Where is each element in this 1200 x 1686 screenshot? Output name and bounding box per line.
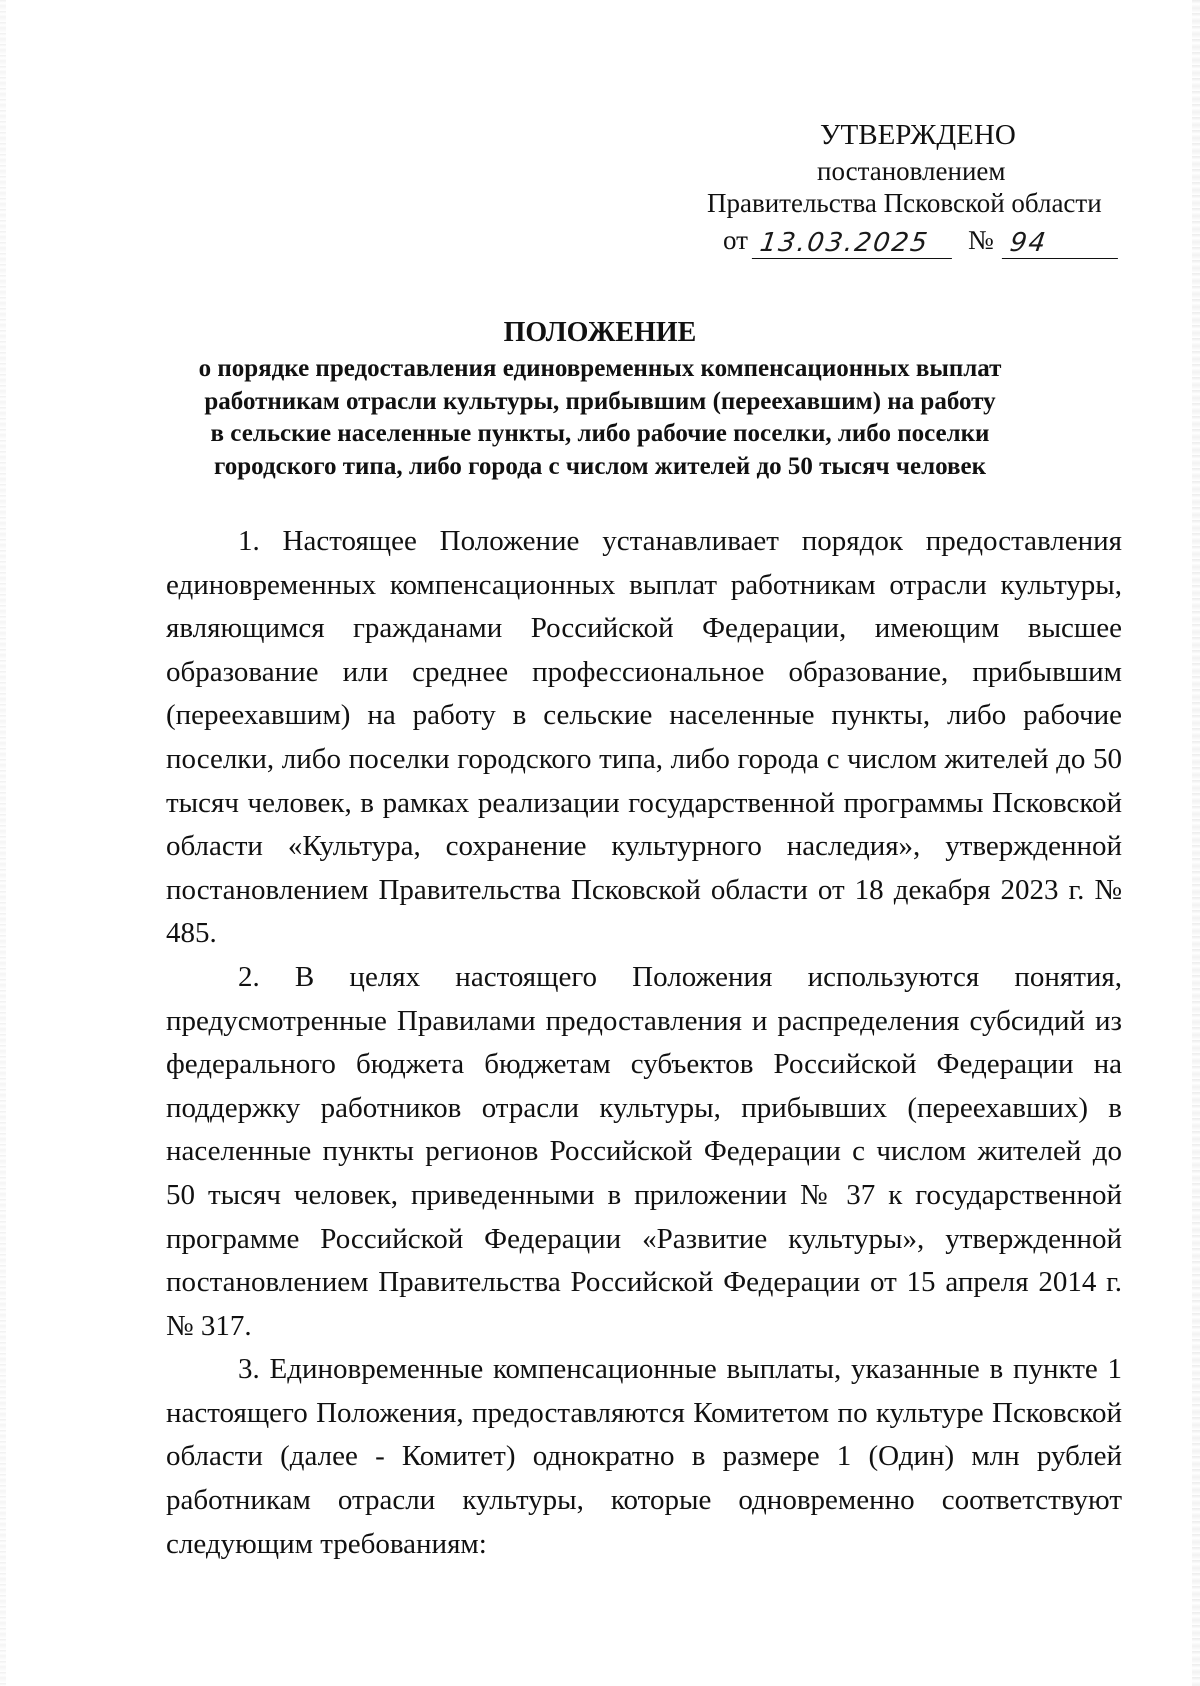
title-subline: о порядке предоставления единовременных компенсационных выплат — [198, 355, 1002, 382]
handwritten-date: 13.03.2025 — [752, 228, 956, 259]
by-decree-label: постановлением — [817, 156, 1006, 186]
scan-edge-left — [0, 0, 6, 1686]
from-label: от — [723, 225, 748, 255]
title-subline: в сельские населенные пункты, либо рабочие поселки, либо поселки — [210, 420, 990, 447]
paragraph-3: 3. Единовременные компенсационные выплаты, указанные в пункте 1 настоящего Положения, предоставляются Комитетом по культуре Псковской области (далее - Комитет) однократно в размере 1 (Один) млн рублей работникам отрасли культуры, которые одновременно соответствуют следующим требованиям: — [166, 1353, 1122, 1560]
title-main: ПОЛОЖЕНИЕ — [503, 317, 697, 348]
number-label: № — [967, 225, 994, 255]
handwritten-number: 94 — [1002, 228, 1122, 259]
paragraph-1: 1. Настоящее Положение устанавливает порядок предоставления единовременных компенсационных выплат работникам отрасли культуры, являющимся гражданами Российской Федерации, имеющим высшее образование или среднее профессиональное образование, прибывшим (переехавшим) на работу в сельские населенные пункты, либо рабочие поселки, либо поселки городского типа, либо города с числом жителей до 50 тысяч человек, в рамках реализации государственной программы Псковской области «Культура, сохранение культурного наследия», утвержденной постановлением Правительства Псковской области от 18 декабря 2023 г. № 485. — [166, 525, 1122, 950]
document-title — [150, 313, 1050, 483]
title-subline: работникам отрасли культуры, прибывшим (переехавшим) на работу — [204, 387, 996, 415]
scan-edge-right — [1192, 0, 1200, 1686]
decree-date-number-line — [723, 221, 1130, 259]
paragraph-2: 2. В целях настоящего Положения используются понятия, предусмотренные Правилами предоставления и распределения субсидий из федерального бюджета бюджетам субъектов Российской Федерации на поддержку работников отрасли культуры, прибывших (переехавших) в населенные пункты регионов Российской Федерации с числом жителей до 50 тысяч человек, приведенными в приложении № 37 к государственной программе Российской Федерации «Развитие культуры», утвержденной постановлением Правительства Российской Федерации от 15 апреля 2014 г. № 317. — [166, 960, 1122, 1342]
approval-stamp — [690, 115, 1130, 259]
title-subline: городского типа, либо города с числом жителей до 50 тысяч человек — [214, 452, 986, 480]
approved-label: УТВЕРЖДЕНО — [820, 119, 1016, 151]
document-body — [166, 520, 1122, 1566]
government-label: Правительства Псковской области — [707, 188, 1102, 218]
